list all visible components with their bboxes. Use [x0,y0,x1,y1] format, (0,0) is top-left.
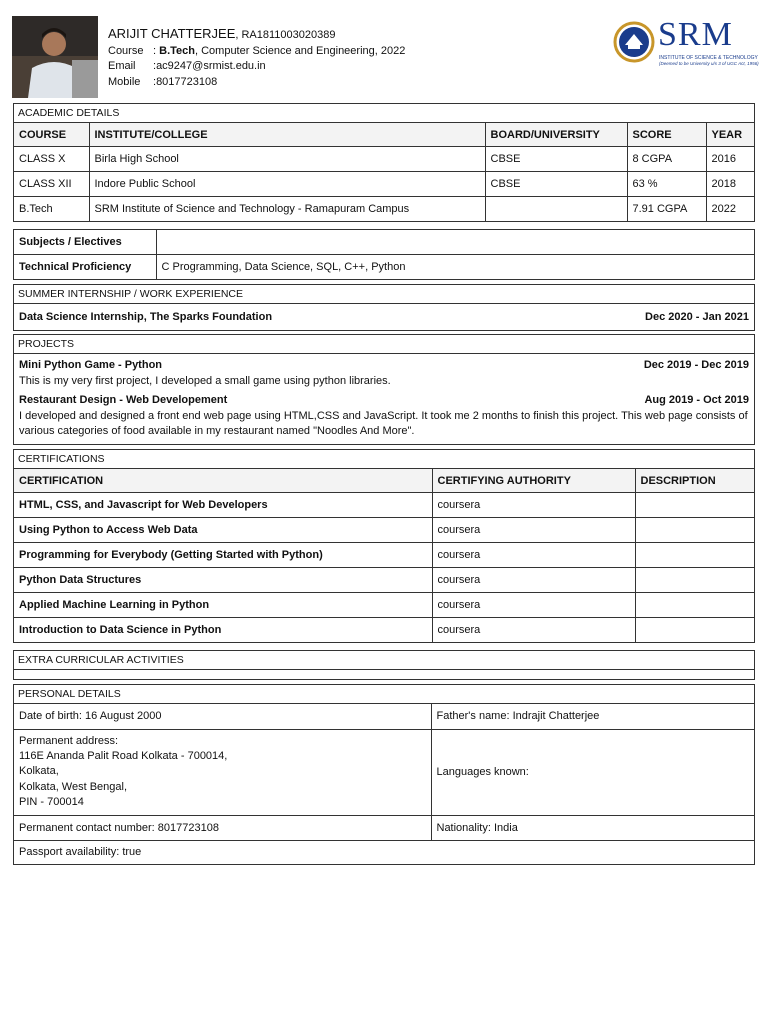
academic-header-row [14,123,754,147]
cell: coursera [432,543,635,568]
col-certification: CERTIFICATION [14,469,432,493]
nationality: Nationality: India [431,815,754,840]
mobile-label: Mobile [108,75,141,88]
extra-value [14,670,754,679]
table-row [14,568,754,593]
cell [635,568,754,593]
cell: 7.91 CGPA [627,197,706,222]
table-row [14,543,754,568]
project-description: This is my very first project, I developed a small game using python libraries. [19,374,391,387]
cell: Introduction to Data Science in Python [14,618,432,643]
tech-label: Technical Proficiency [14,255,156,280]
cell: 63 % [627,172,706,197]
passport: Passport availability: true [14,840,754,864]
col-year: YEAR [706,123,754,147]
col-score: SCORE [627,123,706,147]
col-board: BOARD/UNIVERSITY [485,123,627,147]
col-authority: CERTIFYING AUTHORITY [432,469,635,493]
table-row [14,618,754,643]
cell [635,493,754,518]
table-row [14,493,754,518]
candidate-name: ARIJIT CHATTERJEE [108,26,236,41]
address-line: 116E Ananda Palit Road Kolkata - 700014, [19,750,228,763]
certifications-title: CERTIFICATIONS [14,450,754,469]
col-course: COURSE [14,123,89,147]
project-name: Mini Python Game - Python [19,359,163,371]
projects-title: PROJECTS [14,335,754,354]
srm-logo [612,16,759,66]
cell: CLASS X [14,147,89,172]
col-description: DESCRIPTION [635,469,754,493]
project-dates: Dec 2019 - Dec 2019 [643,359,749,371]
cell [485,197,627,222]
cell: 8 CGPA [627,147,706,172]
logo-subtitle-2: (Deemed to be University u/s 3 of UGC Act, 1956) [659,61,759,66]
subjects-section [13,229,755,280]
cell: Birla High School [89,147,485,172]
cell: coursera [432,568,635,593]
table-row [14,197,754,222]
project-dates: Aug 2019 - Oct 2019 [644,394,749,406]
cell: Applied Machine Learning in Python [14,593,432,618]
cell: coursera [432,493,635,518]
cell: 2018 [706,172,754,197]
table-row [14,147,754,172]
cell: coursera [432,593,635,618]
header-info: ARIJIT CHATTERJEE, RA1811003020389 Course : B.Tech, Computer Science and Engineering, 2022 Email :ac9247@srmist.edu.in Mobile :8017723108 [108,26,405,90]
table-row [14,815,754,840]
internship-section [13,284,755,331]
certifications-section [13,449,755,643]
project-name: Restaurant Design - Web Developement [19,394,228,406]
cell: B.Tech [14,197,89,222]
electives-value [156,230,754,255]
dob: Date of birth: 16 August 2000 [14,704,431,729]
course-detail: , Computer Science and Engineering, 2022 [194,44,406,57]
address-line: Kolkata, [19,765,59,778]
logo-text: SRM [658,16,733,53]
cell: CLASS XII [14,172,89,197]
projects-section [13,334,755,445]
table-row [14,593,754,618]
cell: CBSE [485,147,627,172]
internship-title: SUMMER INTERNSHIP / WORK EXPERIENCE [14,285,754,304]
father-name: Father's name: Indrajit Chatterjee [431,704,754,729]
languages-known: Languages known: [431,729,754,815]
cell [635,543,754,568]
registration-number: , RA1811003020389 [235,29,336,41]
cell [635,593,754,618]
extra-section [13,650,755,680]
academic-section [13,103,755,222]
cell: Indore Public School [89,172,485,197]
mobile-value: 8017723108 [156,75,218,88]
cell: coursera [432,618,635,643]
certifications-header-row [14,469,754,493]
extra-title: EXTRA CURRICULAR ACTIVITIES [14,651,754,670]
contact-number: Permanent contact number: 8017723108 [14,815,431,840]
address-line: Kolkata, West Bengal, [19,780,128,793]
electives-label: Subjects / Electives [14,230,156,255]
internship-dates: Dec 2020 - Jan 2021 [645,311,749,323]
logo-subtitle: INSTITUTE OF SCIENCE & TECHNOLOGY [659,55,758,61]
table-row [14,518,754,543]
cell: HTML, CSS, and Javascript for Web Developers [14,493,432,518]
electives-row [14,230,754,255]
permanent-address [14,729,431,815]
cell: 2016 [706,147,754,172]
cell: 2022 [706,197,754,222]
table-row [14,729,754,815]
profile-photo [12,16,98,98]
tech-value: C Programming, Data Science, SQL, C++, Python [156,255,754,280]
course-degree: B.Tech [159,44,195,57]
cell: SRM Institute of Science and Technology - Ramapuram Campus [89,197,485,222]
project-header [19,393,749,409]
project-description: I developed and designed a front end web page using HTML,CSS and JavaScript. It took me 2 months to finish this project. This web page consists of various categories of food available in my restaurant named "Noodles And More". [19,409,748,437]
academic-title: ACADEMIC DETAILS [14,104,754,123]
table-row [14,704,754,729]
table-row [14,172,754,197]
email-label: Email [108,60,136,72]
internship-name: Data Science Internship, The Sparks Foundation [19,311,273,323]
cell: Programming for Everybody (Getting Started with Python) [14,543,432,568]
internship-row [14,304,754,330]
address-line: PIN - 700014 [19,795,84,808]
address-line: Permanent address: [19,734,119,747]
tech-row [14,255,754,280]
cell: CBSE [485,172,627,197]
col-institute: INSTITUTE/COLLEGE [89,123,485,147]
cell: coursera [432,518,635,543]
email-value[interactable]: ac9247@srmist.edu.in [156,60,266,72]
cell: Python Data Structures [14,568,432,593]
cell [635,618,754,643]
cell: Using Python to Access Web Data [14,518,432,543]
cell [635,518,754,543]
personal-section [13,684,755,865]
table-row [14,840,754,864]
projects-list [14,354,754,444]
personal-title: PERSONAL DETAILS [14,685,754,704]
course-label: Course [108,44,144,57]
project-header [19,358,749,374]
